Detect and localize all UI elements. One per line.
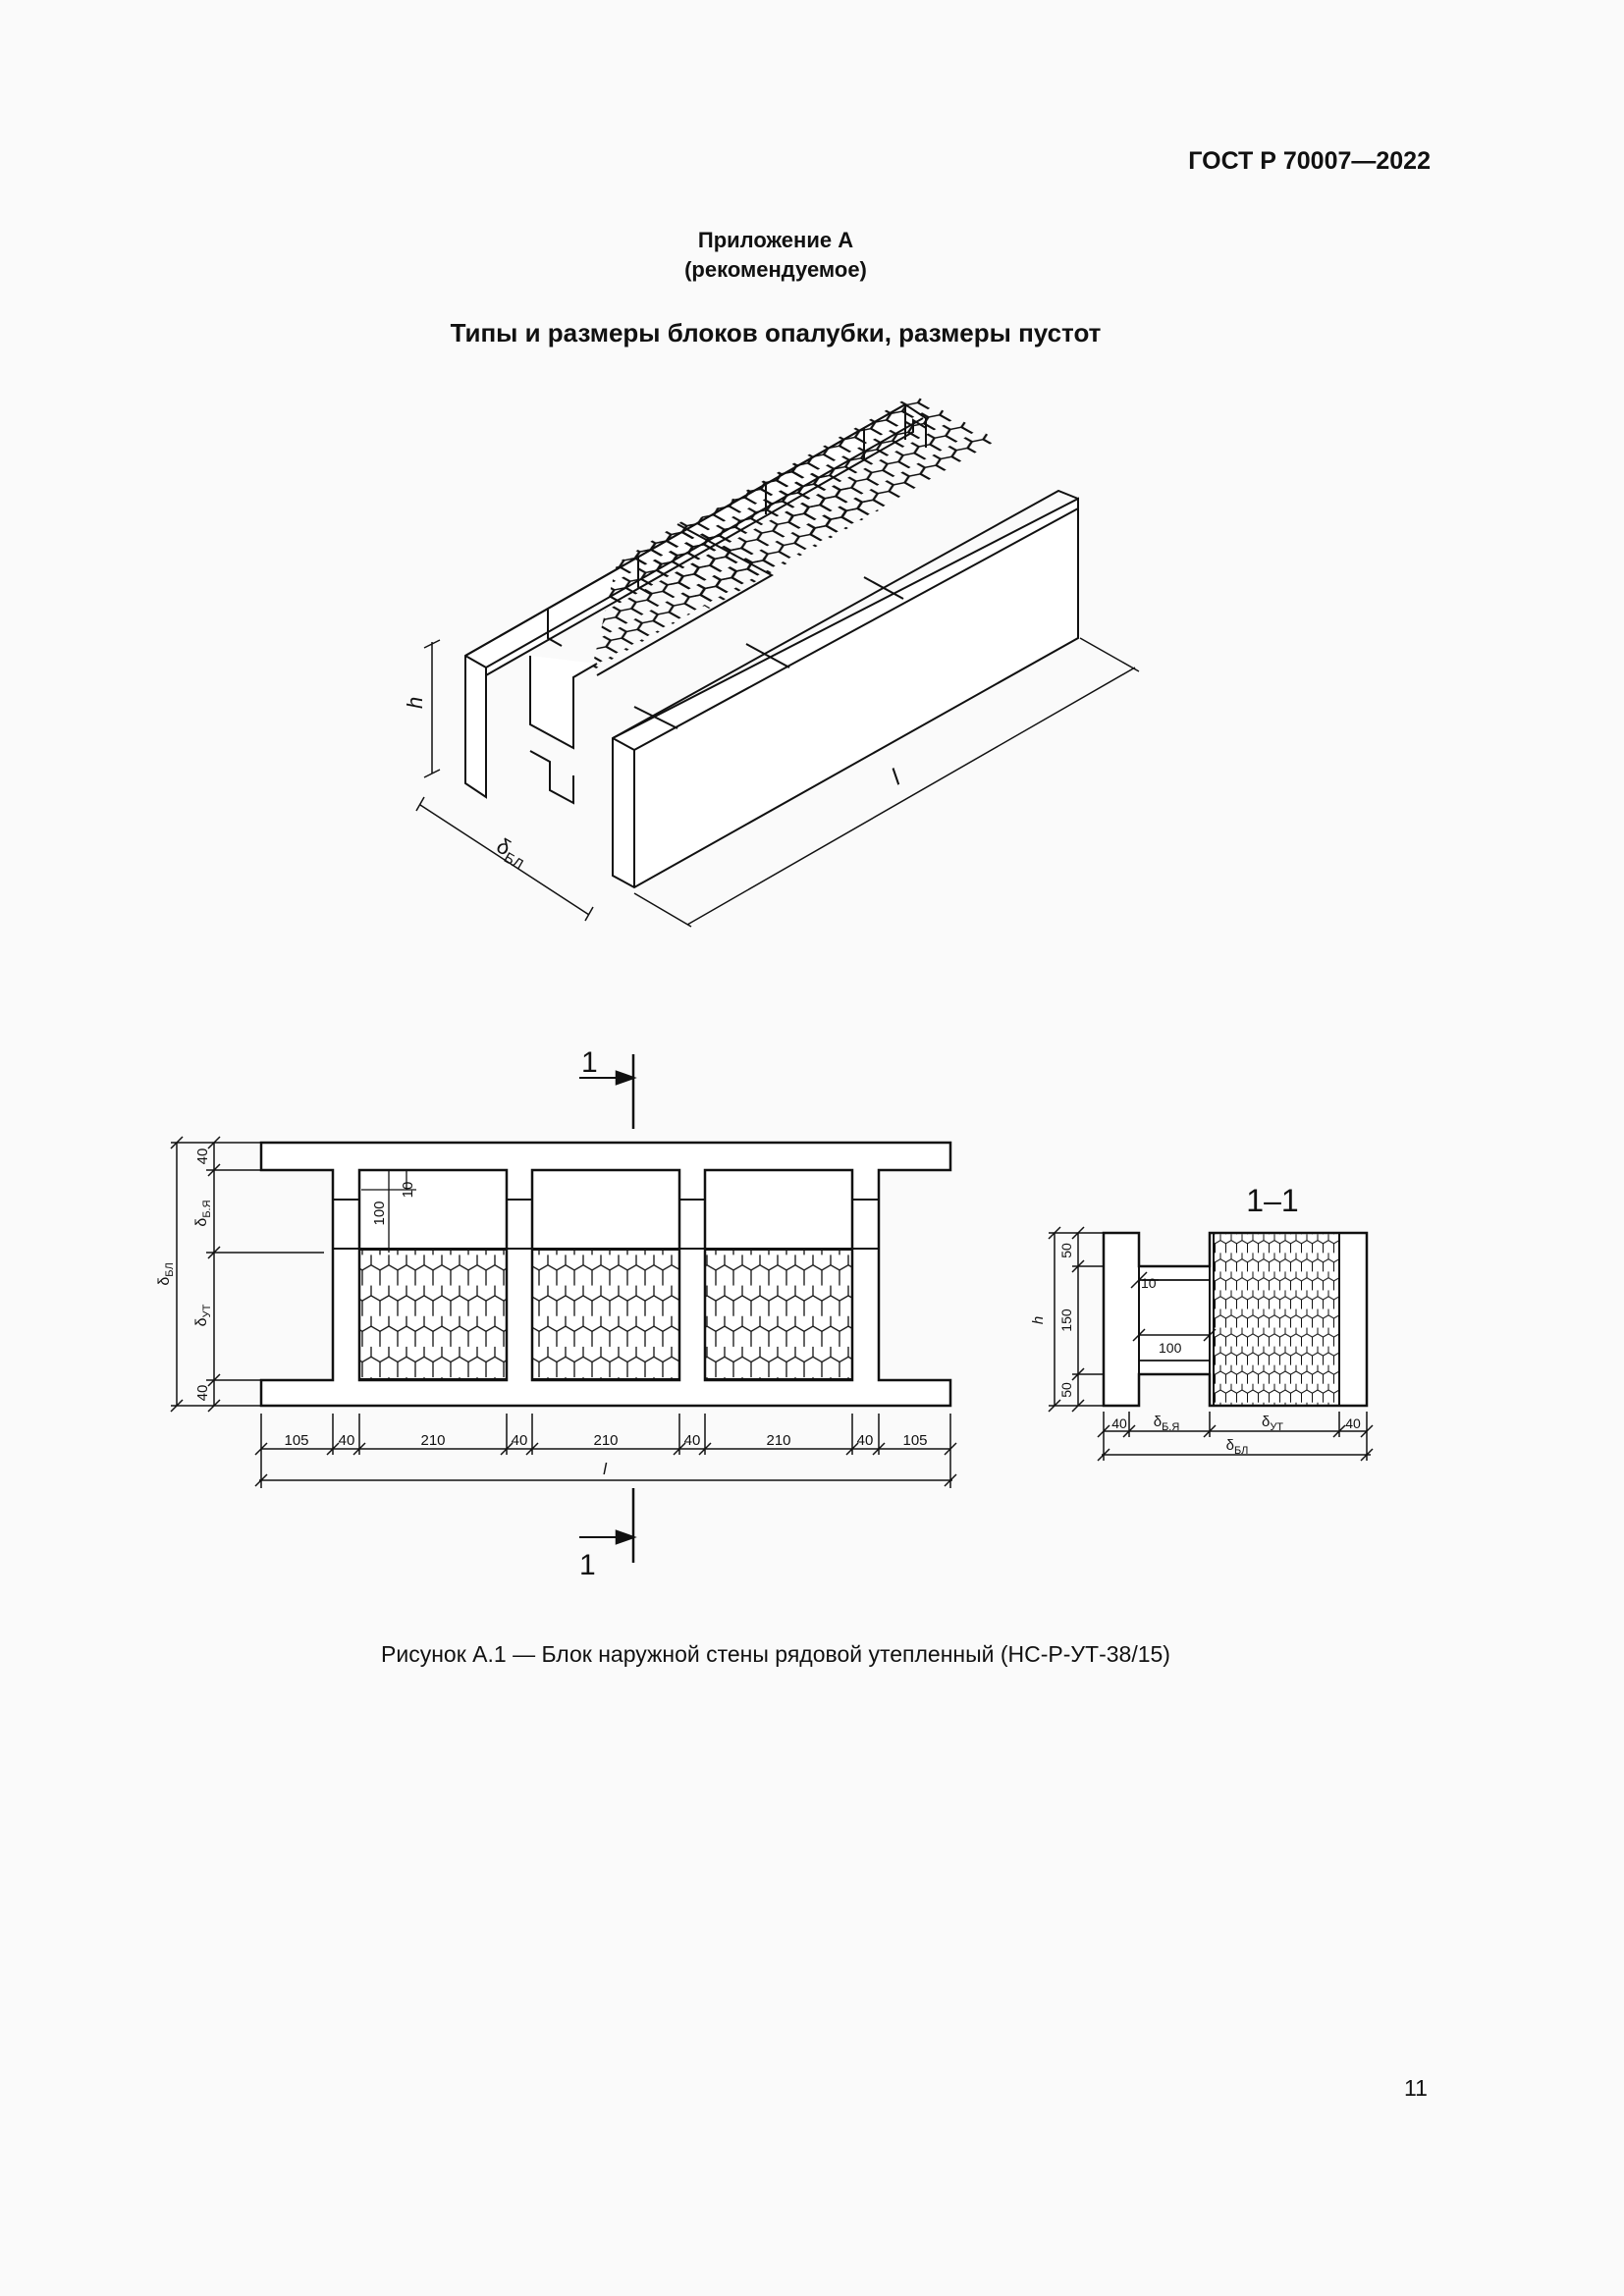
section-title: 1–1	[1246, 1183, 1299, 1218]
plan-dim-3: 210	[420, 1432, 446, 1449]
section-dim-40-left: 40	[1111, 1415, 1127, 1431]
section-dim-40-right: 40	[1345, 1415, 1361, 1431]
section-label-d-bl: $\delta_{БЛ}$	[1225, 1437, 1249, 1457]
plan-dim-5: 210	[593, 1432, 619, 1449]
plan-dim-4: 40	[511, 1432, 528, 1449]
iso-thickness-label: $\delta_{БЛ}$	[492, 832, 526, 874]
plan-label-d-bl: $\delta_{БЛ}$	[156, 1262, 176, 1286]
plan-left-dimensions	[171, 1137, 324, 1412]
plan-dim-2: 40	[338, 1432, 355, 1449]
section-dim-150: 150	[1058, 1308, 1074, 1332]
section-insulation-fill	[1214, 1233, 1339, 1406]
plan-dim-1: 105	[284, 1432, 309, 1449]
page-number: 11	[1404, 2075, 1428, 2101]
plan-dim-9: 105	[902, 1432, 928, 1449]
iso-length-label: l	[887, 765, 905, 791]
section-mark-top: 1	[581, 1046, 598, 1079]
insulation-fill-2	[532, 1250, 679, 1379]
section-title: Типы и размеры блоков опалубки, размеры пустот	[450, 318, 1102, 347]
appendix-status: (рекомендуемое)	[684, 257, 867, 282]
section-dim-50-bottom: 50	[1058, 1382, 1074, 1398]
iso-height-label: h	[403, 696, 427, 709]
plan-label-d-ut: $\delta_{УТ}$	[193, 1304, 213, 1327]
section-label-d-bya: $\delta_{Б.Я}$	[1153, 1414, 1180, 1433]
plan-dim-top-wall: 40	[194, 1148, 211, 1165]
plan-dim-6: 40	[683, 1432, 701, 1449]
plan-dim-7: 210	[766, 1432, 791, 1449]
plan-label-d-bya: $\delta_{Б.Я}$	[193, 1200, 213, 1227]
section-dim-50-top: 50	[1058, 1243, 1074, 1258]
section-dim-10: 10	[1141, 1275, 1157, 1291]
isometric-block-drawing	[465, 395, 1078, 887]
plan-dim-100: 100	[371, 1201, 388, 1226]
appendix-title: Приложение А	[697, 228, 854, 252]
plan-dim-bottom-wall: 40	[194, 1384, 211, 1402]
insulation-fill-3	[705, 1250, 852, 1379]
section-height-label: h	[1030, 1315, 1047, 1325]
figure-caption: Рисунок А.1 — Блок наружной стены рядовой утепленный (НС-Р-УТ-38/15)	[381, 1641, 1170, 1667]
section-mark-bottom: 1	[579, 1549, 596, 1581]
insulation-fill-1	[359, 1250, 507, 1379]
plan-total-length: l	[603, 1460, 607, 1478]
section-label-d-ut: $\delta_{УТ}$	[1261, 1414, 1284, 1433]
section-dim-100: 100	[1159, 1340, 1182, 1356]
plan-dim-8: 40	[856, 1432, 874, 1449]
document-code: ГОСТ Р 70007—2022	[1188, 147, 1431, 175]
plan-dim-10: 10	[400, 1181, 416, 1199]
